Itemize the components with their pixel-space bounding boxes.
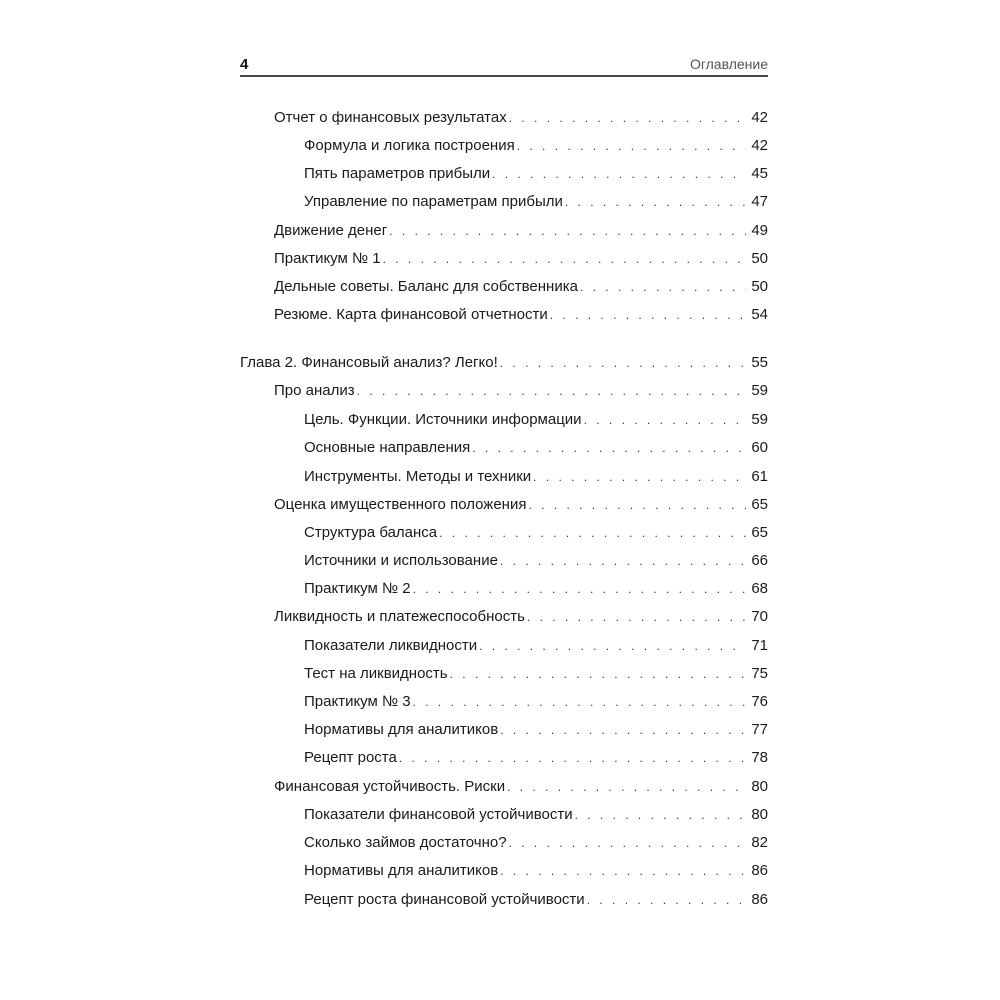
toc-entry[interactable]	[240, 720, 768, 740]
toc-entry-title: Финансовая устойчивость. Риски	[274, 778, 506, 795]
toc-entry-title: Формула и логика построения	[304, 137, 515, 154]
toc-dot-leader	[565, 192, 746, 212]
toc-entry-title: Про анализ	[274, 382, 355, 399]
toc-dot-leader	[439, 523, 746, 543]
toc-entry[interactable]	[240, 438, 768, 458]
toc-entry-page: 49	[751, 222, 768, 239]
toc-dot-leader	[575, 805, 746, 825]
toc-entry[interactable]	[240, 108, 768, 128]
toc-entry[interactable]	[240, 467, 768, 487]
toc-entry[interactable]	[240, 381, 768, 401]
toc-entry-title: Ликвидность и платежеспособность	[274, 608, 525, 625]
toc-entry-title: Глава 2. Финансовый анализ? Легко!	[240, 354, 498, 371]
toc-entry-page: 70	[751, 608, 768, 625]
header-divider	[240, 75, 768, 77]
toc-dot-leader	[533, 467, 746, 487]
toc-dot-leader	[587, 890, 746, 910]
toc-entry[interactable]	[240, 890, 768, 910]
toc-entry-title: Показатели ликвидности	[304, 637, 478, 654]
toc-entry[interactable]	[240, 353, 768, 373]
toc-entry[interactable]	[240, 192, 768, 212]
toc-dot-leader	[527, 607, 746, 627]
toc-entry[interactable]	[240, 636, 768, 656]
toc-dot-leader	[500, 551, 746, 571]
toc-dot-leader	[507, 777, 746, 797]
toc-entry-page: 47	[751, 193, 768, 210]
toc-entry-page: 80	[751, 778, 768, 795]
toc-entry-page: 42	[751, 109, 768, 126]
page-header	[240, 56, 768, 76]
toc-dot-leader	[509, 833, 746, 853]
toc-entry-title: Практикум № 1	[274, 250, 381, 267]
toc-dot-leader	[584, 410, 746, 430]
toc-entry-title: Сколько займов достаточно?	[304, 834, 507, 851]
toc-dot-leader	[509, 108, 746, 128]
toc-entry[interactable]	[240, 551, 768, 571]
toc-entry-title: Дельные советы. Баланс для собственника	[274, 278, 578, 295]
toc-entry[interactable]	[240, 495, 768, 515]
toc-entry[interactable]	[240, 748, 768, 768]
toc-entry[interactable]	[240, 607, 768, 627]
toc-entry[interactable]	[240, 164, 768, 184]
toc-dot-leader	[580, 277, 746, 297]
toc-dot-leader	[389, 221, 746, 241]
toc-entry[interactable]	[240, 777, 768, 797]
toc-dot-leader	[450, 664, 746, 684]
toc-entry-page: 45	[751, 165, 768, 182]
toc-entry[interactable]	[240, 523, 768, 543]
toc-dot-leader	[357, 381, 746, 401]
toc-entry-page: 50	[751, 250, 768, 267]
toc-entry-title: Практикум № 2	[304, 580, 411, 597]
toc-entry-page: 60	[751, 439, 768, 456]
toc-entry-title: Отчет о финансовых результатах	[274, 109, 507, 126]
toc-entry-page: 71	[751, 637, 768, 654]
toc-dot-leader	[413, 692, 746, 712]
toc-entry-title: Основные направления	[304, 439, 471, 456]
toc-entry-page: 76	[751, 693, 768, 710]
toc-entry-title: Показатели финансовой устойчивости	[304, 806, 573, 823]
toc-entry-page: 65	[751, 524, 768, 541]
toc-dot-leader	[517, 136, 746, 156]
toc-entry-title: Управление по параметрам прибыли	[304, 193, 563, 210]
toc-entry-page: 80	[751, 806, 768, 823]
toc-entry-title: Пять параметров прибыли	[304, 165, 491, 182]
toc-entry-title: Оценка имущественного положения	[274, 496, 527, 513]
toc-dot-leader	[528, 495, 746, 515]
toc-entry-title: Цель. Функции. Источники информации	[304, 411, 582, 428]
toc-entry-page: 82	[751, 834, 768, 851]
toc-entry-page: 42	[751, 137, 768, 154]
toc-entry-title: Тест на ликвидность	[304, 665, 448, 682]
toc-entry[interactable]	[240, 805, 768, 825]
toc-entry-page: 54	[751, 306, 768, 323]
toc-entry[interactable]	[240, 221, 768, 241]
toc-entry-title: Рецепт роста финансовой устойчивости	[304, 891, 585, 908]
toc-entry[interactable]	[240, 579, 768, 599]
toc-entry-title: Источники и использование	[304, 552, 498, 569]
toc-dot-leader	[500, 353, 746, 373]
toc-dot-leader	[413, 579, 746, 599]
toc-dot-leader	[479, 636, 746, 656]
toc-dot-leader	[492, 164, 746, 184]
toc-entry-page: 55	[751, 354, 768, 371]
toc-entry-title: Рецепт роста	[304, 749, 397, 766]
toc-dot-leader	[472, 438, 746, 458]
toc-dot-leader	[399, 748, 746, 768]
toc-entry-page: 61	[751, 468, 768, 485]
toc-entry-title: Резюме. Карта финансовой отчетности	[274, 306, 548, 323]
page-number: 4	[240, 56, 249, 73]
toc-entry[interactable]	[240, 833, 768, 853]
toc-entry[interactable]	[240, 249, 768, 269]
toc-dot-leader	[383, 249, 746, 269]
toc-entry-title: Нормативы для аналитиков	[304, 721, 499, 738]
toc-entry-page: 65	[751, 496, 768, 513]
toc-dot-leader	[550, 305, 746, 325]
toc-entry-title: Инструменты. Методы и техники	[304, 468, 532, 485]
toc-entry[interactable]	[240, 136, 768, 156]
toc-entry-page: 50	[751, 278, 768, 295]
toc-entry-title: Нормативы для аналитиков	[304, 862, 499, 879]
toc-entry-page: 68	[751, 580, 768, 597]
toc-entry-page: 59	[751, 411, 768, 428]
running-head: Оглавление	[689, 56, 768, 72]
toc-entry-title: Структура баланса	[304, 524, 438, 541]
toc-entry[interactable]	[240, 861, 768, 881]
toc-entry-page: 78	[751, 749, 768, 766]
toc-entry-page: 75	[751, 665, 768, 682]
toc-entry[interactable]	[240, 305, 768, 325]
toc-entry[interactable]	[240, 664, 768, 684]
toc-entry-page: 66	[751, 552, 768, 569]
toc-dot-leader	[500, 861, 746, 881]
toc-entry-page: 77	[751, 721, 768, 738]
toc-entry[interactable]	[240, 410, 768, 430]
toc-entry-page: 86	[751, 891, 768, 908]
toc-entry[interactable]	[240, 277, 768, 297]
toc-entry-title: Практикум № 3	[304, 693, 411, 710]
toc-dot-leader	[500, 720, 746, 740]
toc-entry[interactable]	[240, 692, 768, 712]
toc-entry-page: 86	[751, 862, 768, 879]
toc-entry-title: Движение денег	[274, 222, 388, 239]
toc-entry-page: 59	[751, 382, 768, 399]
